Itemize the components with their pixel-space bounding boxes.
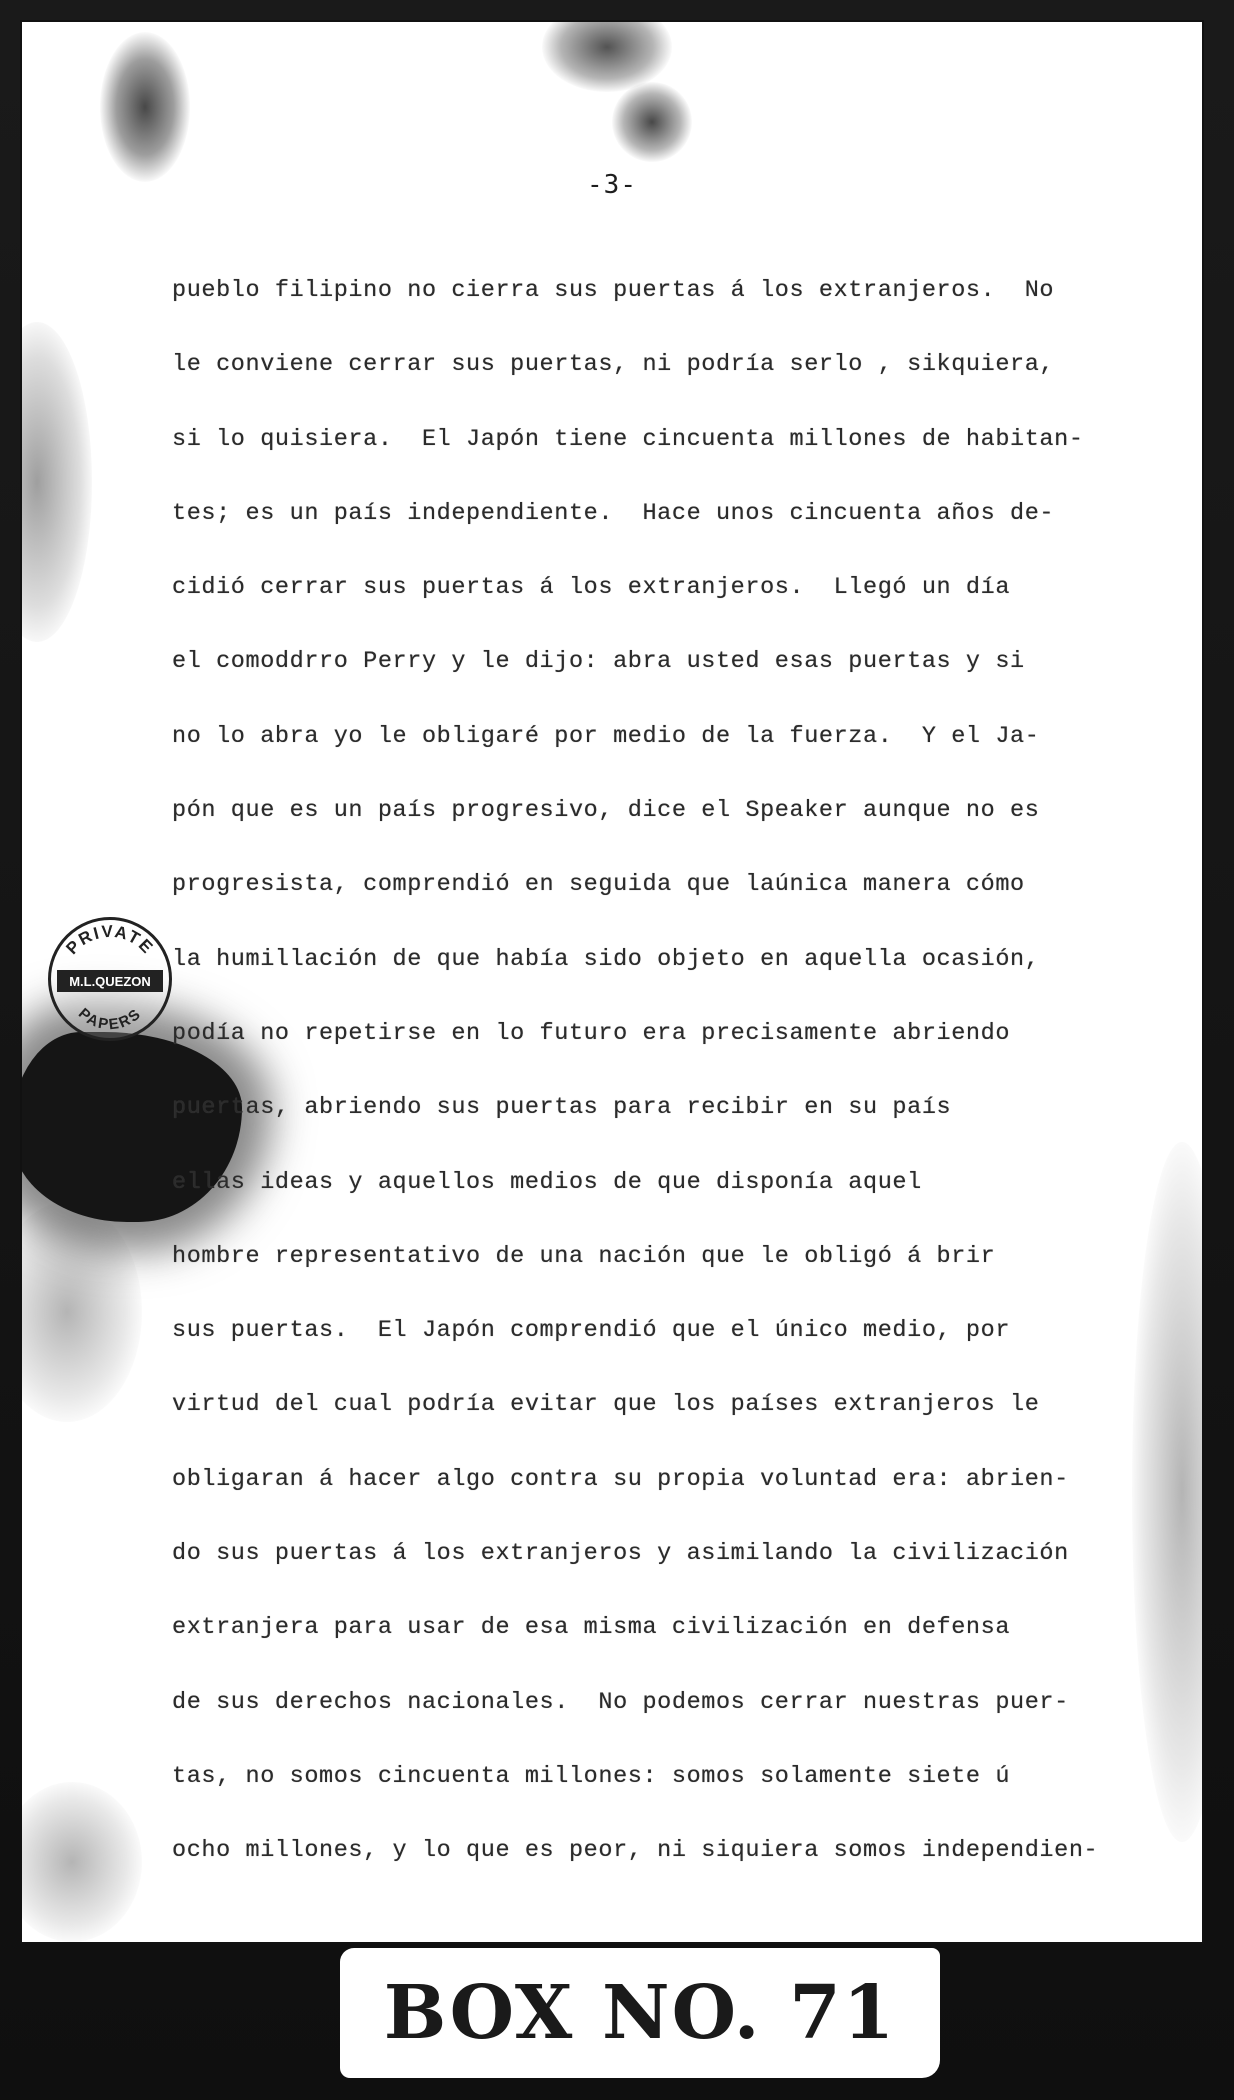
text-line: la humillación de que había sido objeto en aquella ocasión, bbox=[172, 945, 1040, 973]
text-line: cidió cerrar sus puertas á los extranjeros. Llegó un día bbox=[172, 574, 1011, 602]
stamp-top-text: PRIVATE bbox=[62, 921, 158, 959]
text-line: podía no repetirse en lo futuro era precisamente abriendo bbox=[172, 1019, 1011, 1047]
svg-text:PRIVATE bbox=[62, 922, 157, 958]
text-line: el comoddrro Perry y le dijo: abra usted esas puertas y si bbox=[172, 648, 1025, 676]
text-line: pón que es un país progresivo, dice el Speaker aunque no es bbox=[172, 797, 1040, 825]
ink-stain-right-margin bbox=[1132, 1142, 1202, 1842]
text-line: hombre representativo de una nación que le obligó á brir bbox=[172, 1242, 996, 1270]
text-line: le conviene cerrar sus puertas, ni podría serlo , sikquiera, bbox=[172, 351, 1055, 379]
svg-text:PAPERS bbox=[75, 1005, 145, 1033]
text-line: tes; es un país independiente. Hace unos cincuenta años de- bbox=[172, 499, 1055, 527]
text-line: extranjera para usar de esa misma civilización en defensa bbox=[172, 1614, 1011, 1642]
document-page bbox=[22, 22, 1202, 1942]
ink-stain-top-left bbox=[100, 32, 190, 182]
text-line: puertas, abriendo sus puertas para recibir en su país bbox=[172, 1094, 952, 1122]
ink-stain-left-lower bbox=[22, 1202, 142, 1422]
text-line: tas, no somos cincuenta millones: somos solamente siete ú bbox=[172, 1762, 1011, 1790]
text-line: si lo quisiera. El Japón tiene cincuenta millones de habitan- bbox=[172, 425, 1084, 453]
box-number-label: BOX NO. 71 bbox=[340, 1948, 940, 2078]
ink-stain-top-center bbox=[542, 22, 672, 92]
typed-body-text bbox=[172, 272, 1112, 1907]
text-line: virtud del cual podría evitar que los países extranjeros le bbox=[172, 1391, 1040, 1419]
private-papers-stamp bbox=[48, 917, 172, 1041]
text-line: obligaran á hacer algo contra su propia voluntad era: abrien- bbox=[172, 1465, 1069, 1493]
text-line: ellas ideas y aquellos medios de que disponía aquel bbox=[172, 1168, 922, 1196]
text-line: no lo abra yo le obligaré por medio de la fuerza. Y el Ja- bbox=[172, 722, 1040, 750]
text-line: ocho millones, y lo que es peor, ni siquiera somos independien- bbox=[172, 1837, 1099, 1865]
page-number: -3- bbox=[587, 170, 637, 200]
stamp-bottom-text: PAPERS bbox=[74, 1004, 146, 1034]
text-line: de sus derechos nacionales. No podemos cerrar nuestras puer- bbox=[172, 1688, 1069, 1716]
ink-stain-top-center-2 bbox=[612, 82, 692, 162]
text-line: pueblo filipino no cierra sus puertas á los extranjeros. No bbox=[172, 277, 1055, 304]
ink-stain-bottom-left bbox=[22, 1782, 142, 1942]
text-line: progresista, comprendió en seguida que laúnica manera cómo bbox=[172, 871, 1025, 899]
text-line: sus puertas. El Japón comprendió que el único medio, por bbox=[172, 1317, 1011, 1345]
ink-stain-left-margin bbox=[22, 322, 92, 642]
stamp-middle-text: M.L.QUEZON bbox=[69, 974, 151, 989]
text-line: do sus puertas á los extranjeros y asimilando la civilización bbox=[172, 1540, 1069, 1568]
